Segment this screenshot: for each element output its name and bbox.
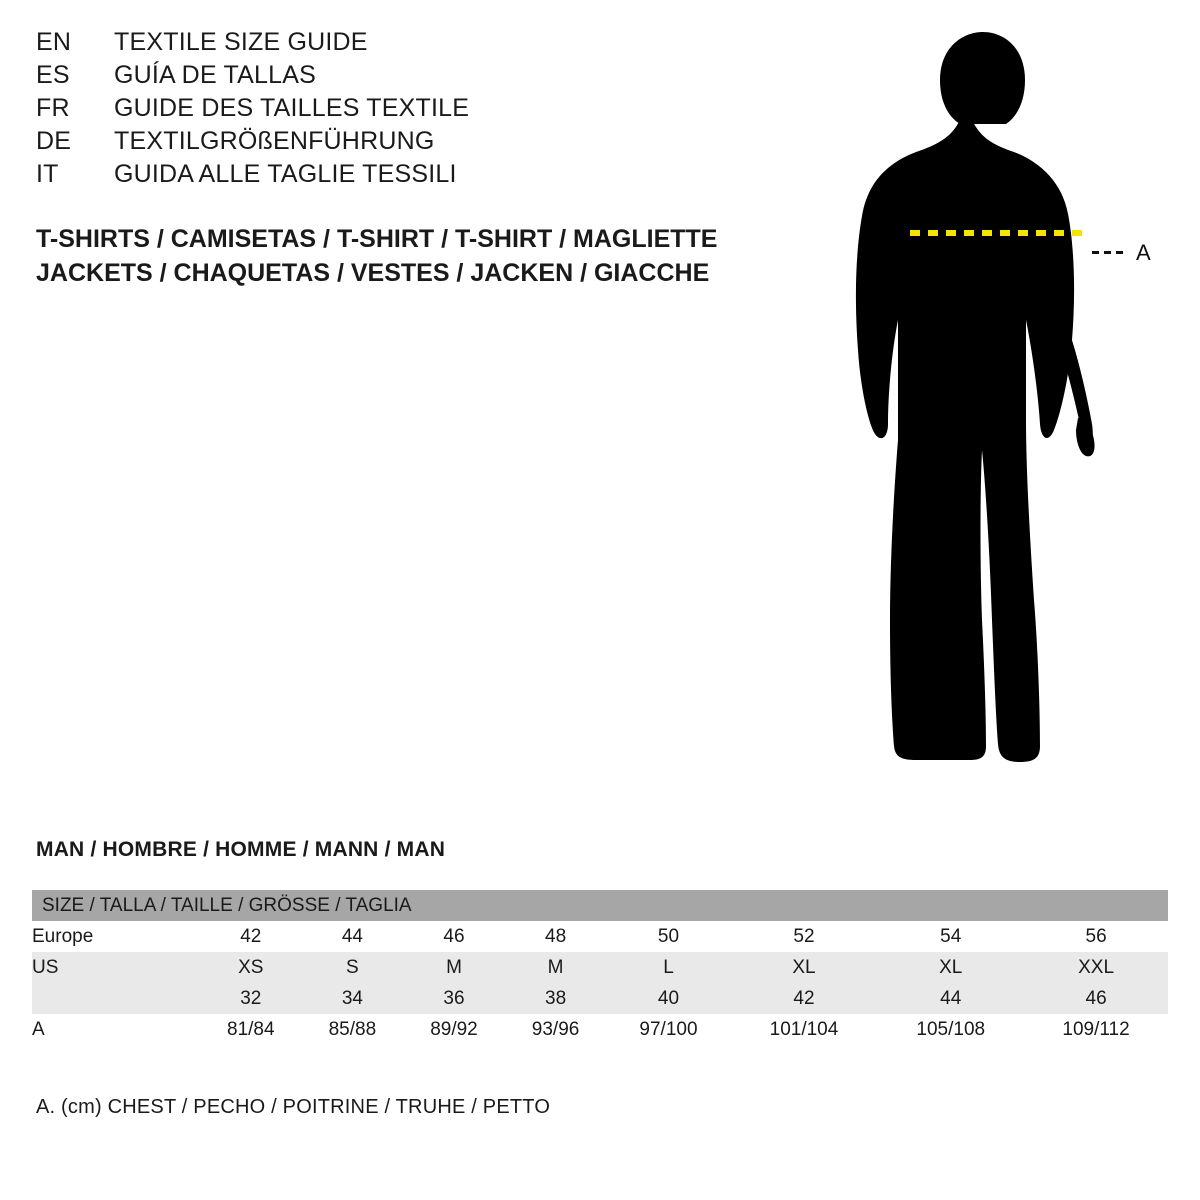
language-text: GUÍA DE TALLAS (114, 61, 316, 89)
cell: 101/104 (731, 1014, 878, 1045)
cell: 44 (877, 983, 1024, 1014)
cell: 44 (302, 921, 404, 952)
table-header-label: SIZE / TALLA / TAILLE / GRÖSSE / TAGLIA (32, 890, 1168, 921)
cell: 97/100 (606, 1014, 730, 1045)
table-row (32, 921, 1168, 952)
table-row (32, 983, 1168, 1014)
cell: XS (200, 952, 302, 983)
table-row (32, 952, 1168, 983)
cell: XL (877, 952, 1024, 983)
cell: 46 (403, 921, 505, 952)
cell: M (505, 952, 607, 983)
cell: 38 (505, 983, 607, 1014)
cell: 32 (200, 983, 302, 1014)
cell: 46 (1024, 983, 1168, 1014)
category-tshirts: T-SHIRTS / CAMISETAS / T-SHIRT / T-SHIRT / MAGLIETTE (36, 225, 718, 253)
cell: 89/92 (403, 1014, 505, 1045)
table-section-title: MAN / HOMBRE / HOMME / MANN / MAN (36, 838, 446, 861)
cell: 85/88 (302, 1014, 404, 1045)
table-footnote: A. (cm) CHEST / PECHO / POITRINE / TRUHE / PETTO (36, 1096, 551, 1118)
measure-label-a: A (1136, 240, 1151, 265)
cell: 36 (403, 983, 505, 1014)
row-label: Europe (32, 921, 200, 952)
cell: 42 (731, 983, 878, 1014)
language-list (36, 28, 736, 193)
language-code: IT (36, 160, 59, 188)
cell: 52 (731, 921, 878, 952)
language-text: TEXTILE SIZE GUIDE (114, 28, 368, 56)
language-code: EN (36, 28, 72, 56)
cell: XL (731, 952, 878, 983)
man-silhouette-figure (820, 20, 1180, 800)
cell: XXL (1024, 952, 1168, 983)
language-code: ES (36, 61, 70, 89)
cell: 34 (302, 983, 404, 1014)
cell: M (403, 952, 505, 983)
language-row (36, 94, 736, 127)
language-code: DE (36, 127, 72, 155)
language-row (36, 28, 736, 61)
language-row (36, 61, 736, 94)
language-row (36, 160, 736, 193)
cell: 109/112 (1024, 1014, 1168, 1045)
cell: 105/108 (877, 1014, 1024, 1045)
size-table (32, 890, 1168, 1045)
row-label: A (32, 1014, 200, 1045)
table-header-row (32, 890, 1168, 921)
language-text: GUIDE DES TAILLES TEXTILE (114, 94, 470, 122)
cell: 93/96 (505, 1014, 607, 1045)
cell: 50 (606, 921, 730, 952)
silhouette-icon (820, 20, 1180, 800)
cell: L (606, 952, 730, 983)
cell: 56 (1024, 921, 1168, 952)
cell: 42 (200, 921, 302, 952)
language-row (36, 127, 736, 160)
cell: 54 (877, 921, 1024, 952)
measure-leader-line (1092, 251, 1126, 254)
row-label: US (32, 952, 200, 983)
language-text: TEXTILGRÖßENFÜHRUNG (114, 127, 435, 155)
row-label (32, 983, 200, 1014)
category-jackets: JACKETS / CHAQUETAS / VESTES / JACKEN / GIACCHE (36, 259, 710, 287)
cell: 48 (505, 921, 607, 952)
cell: S (302, 952, 404, 983)
category-list (36, 222, 796, 290)
language-text: GUIDA ALLE TAGLIE TESSILI (114, 160, 457, 188)
table-row (32, 1014, 1168, 1045)
cell: 81/84 (200, 1014, 302, 1045)
cell: 40 (606, 983, 730, 1014)
language-code: FR (36, 94, 70, 122)
